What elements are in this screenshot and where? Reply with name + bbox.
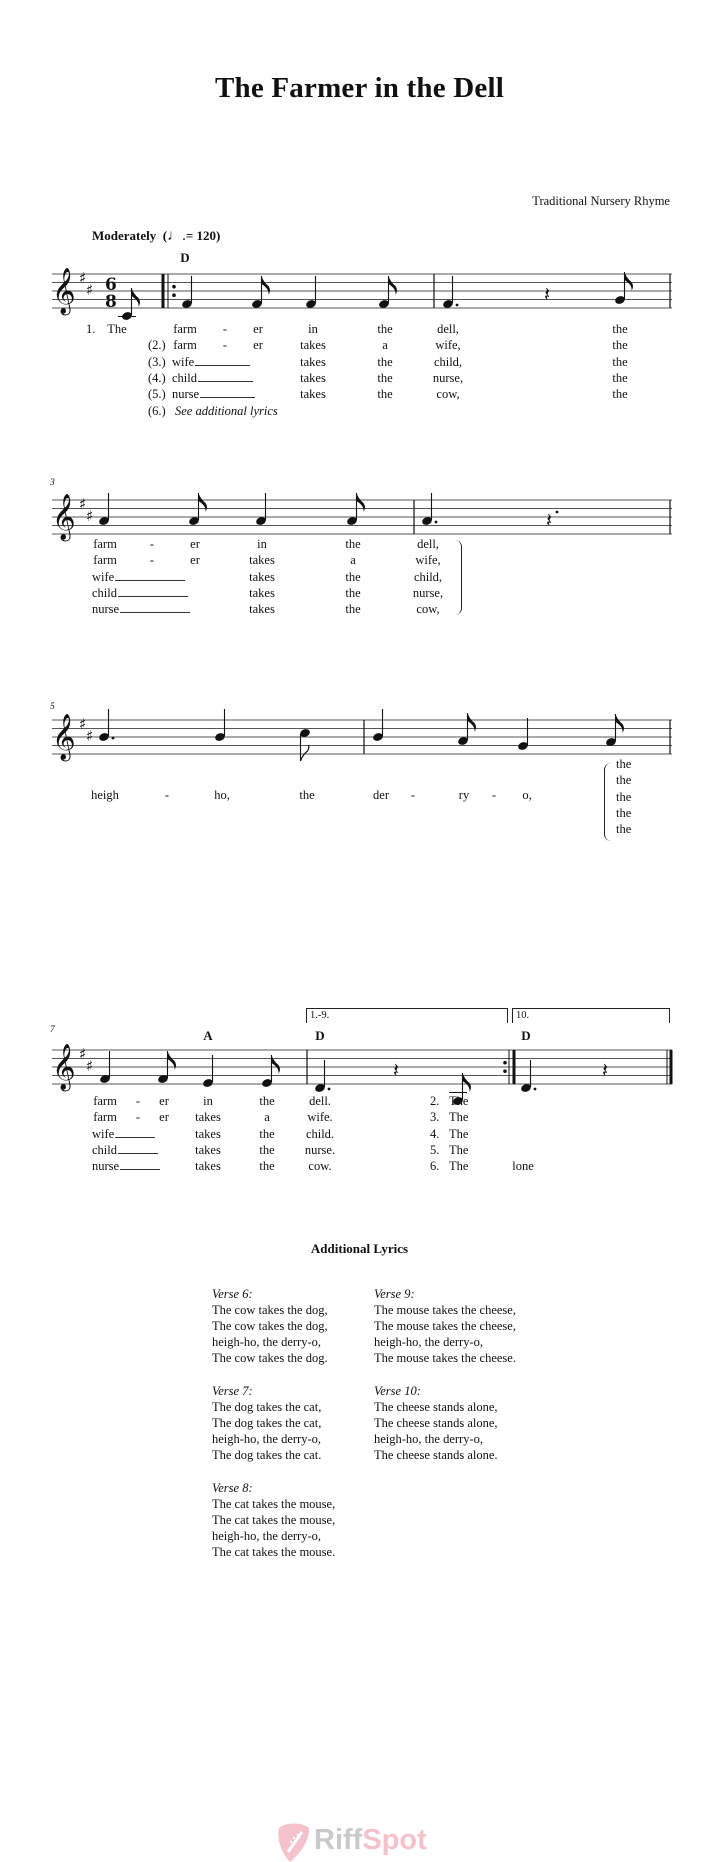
quarter-rest-icon: 𝄽	[544, 282, 551, 306]
verse-number: (2.)	[148, 338, 166, 353]
chord-symbol: D	[521, 1028, 531, 1043]
lyric-syllable: The	[107, 322, 127, 336]
chord-symbol: A	[203, 1028, 213, 1043]
lyric-brace-left	[604, 763, 611, 841]
lyric-syllable: the	[616, 822, 632, 837]
song-title: The Farmer in the Dell	[215, 72, 504, 104]
verse-number: 1.	[86, 322, 96, 336]
lyric-syllable: takes	[300, 387, 326, 402]
verse-line: The dog takes the cat,	[212, 1416, 322, 1430]
treble-clef-icon: 𝄞	[52, 268, 76, 314]
lyric-syllable: takes	[195, 1110, 221, 1125]
verse-heading: Verse 6:	[212, 1287, 253, 1301]
staff-system-3	[0, 706, 719, 766]
quarter-rest-icon: 𝄽	[546, 508, 553, 532]
lyric-syllable: in	[308, 322, 318, 336]
lyric-syllable: er	[253, 322, 263, 336]
verse-number: (4.)	[148, 370, 166, 385]
note	[605, 714, 624, 747]
lyric-syllable: the	[259, 1159, 275, 1174]
verse-line: The dog takes the cat,	[212, 1400, 322, 1414]
volta-bracket	[306, 1008, 508, 1023]
lyric-syllable: ho,	[214, 788, 230, 802]
verse-line: The dog takes the cat.	[212, 1448, 322, 1462]
lyric-syllable: child	[92, 1143, 158, 1158]
measure-number: 5	[50, 702, 55, 712]
lyric-syllable: The	[449, 1110, 469, 1125]
sharp-icon: ♯	[79, 495, 87, 513]
additional-lyrics-title: Additional Lyrics	[310, 1241, 409, 1256]
lyric-syllable: the	[616, 789, 632, 804]
verse-line: The cheese stands alone,	[374, 1400, 498, 1414]
lyric-syllable: nurse,	[432, 370, 464, 385]
note	[188, 493, 207, 526]
lyric-syllable: farm	[173, 322, 197, 336]
lyric-extender	[120, 1168, 160, 1170]
note	[614, 272, 633, 305]
lyric-syllable: nurse	[172, 387, 255, 402]
sharp-icon: ♯	[86, 281, 94, 299]
lyric-syllable: ry	[458, 788, 470, 802]
verse-heading: Verse 8:	[212, 1481, 253, 1495]
lyric-hyphen: -	[149, 553, 155, 568]
quarter-rest-icon: 𝄽	[602, 1058, 609, 1082]
lyric-syllable: takes	[300, 338, 326, 353]
lyric-syllable: nurse.	[304, 1142, 336, 1157]
lyric-syllable: the	[259, 1126, 275, 1141]
lyric-syllable: er	[253, 338, 263, 353]
lyric-syllable: takes	[195, 1142, 221, 1157]
lyric-hyphen: -	[410, 788, 416, 802]
lyric-syllable: in	[257, 537, 267, 551]
note	[118, 288, 140, 321]
lyric-syllable: takes	[249, 569, 275, 584]
verse-number: (6.)	[148, 403, 166, 418]
lyric-syllable: o,	[522, 788, 532, 802]
lyric-syllable: takes	[300, 370, 326, 385]
logo-riff: Riff	[314, 1824, 363, 1856]
lyric-syllable: The	[449, 1094, 469, 1108]
lyric-syllable: farm	[93, 553, 117, 568]
note	[202, 1055, 214, 1088]
lyric-syllable: child,	[433, 354, 463, 369]
note	[346, 493, 365, 526]
lyric-syllable: The	[449, 1142, 469, 1157]
sharp-icon: ♯	[86, 507, 94, 525]
lyric-syllable: the	[259, 1094, 275, 1108]
verse-number: 5.	[430, 1142, 440, 1157]
lyric-syllable: farm	[173, 338, 197, 353]
lyric-syllable: the	[616, 805, 632, 820]
lyric-syllable: the	[612, 354, 628, 369]
tempo-open-paren: (	[162, 228, 168, 243]
lyric-hyphen: -	[135, 1094, 141, 1108]
measure-number: 3	[50, 478, 55, 488]
lyric-syllable: cow.	[308, 1159, 332, 1174]
lyric-syllable: in	[203, 1094, 213, 1108]
lyric-syllable: the	[612, 322, 628, 336]
note	[98, 709, 114, 742]
verse-number: (3.)	[148, 354, 166, 369]
lyric-syllable: wife.	[307, 1110, 333, 1125]
verse-line: The cow takes the dog.	[212, 1351, 328, 1365]
lyric-syllable: dell.	[309, 1094, 331, 1108]
treble-clef-icon: 𝄞	[52, 714, 76, 760]
verse-line: heigh-ho, the derry-o,	[374, 1432, 483, 1446]
lyric-hyphen: -	[149, 537, 155, 551]
lyric-note: See additional lyrics	[175, 403, 278, 418]
lyric-extender	[118, 1152, 158, 1154]
lyric-syllable: cow,	[416, 602, 440, 617]
lyric-syllable: dell,	[417, 537, 439, 551]
sharp-icon: ♯	[79, 1045, 87, 1063]
tempo-value: = 120)	[185, 228, 221, 243]
verse-block	[212, 1480, 335, 1560]
verse-line: The cow takes the dog,	[212, 1319, 328, 1333]
note	[378, 276, 397, 309]
time-signature-top: 6	[105, 275, 117, 295]
lyric-brace-right	[455, 540, 462, 615]
lyric-syllable: er	[190, 553, 200, 568]
lyric-syllable: farm	[93, 1110, 117, 1125]
note	[251, 276, 270, 309]
lyric-syllable: child,	[413, 569, 443, 584]
note	[98, 493, 110, 526]
note	[181, 276, 193, 309]
lyric-syllable: the	[377, 370, 393, 385]
verse-block	[374, 1286, 516, 1366]
lyric-hyphen: -	[491, 788, 497, 802]
time-signature-bottom: 8	[105, 292, 117, 312]
sharp-icon: ♯	[86, 727, 94, 745]
lyric-hyphen: -	[222, 338, 228, 353]
lyric-syllable: a	[350, 553, 356, 568]
lyric-syllable: takes	[249, 602, 275, 617]
lyric-extender	[200, 396, 255, 398]
note	[421, 493, 437, 526]
lyric-syllable: a	[264, 1110, 270, 1125]
verse-line: The mouse takes the cheese.	[374, 1351, 516, 1365]
note	[442, 276, 458, 309]
treble-clef-icon: 𝄞	[52, 494, 76, 540]
verse-heading: Verse 10:	[374, 1384, 421, 1398]
note	[261, 1055, 280, 1088]
lyric-syllable: the	[259, 1142, 275, 1157]
lyric-extender	[115, 579, 185, 581]
lyric-syllable: The	[449, 1159, 469, 1174]
lyric-syllable: the	[345, 585, 361, 600]
chord-symbol: D	[180, 250, 190, 265]
verse-line: heigh-ho, the derry-o,	[374, 1335, 483, 1349]
verse-heading: Verse 7:	[212, 1384, 253, 1398]
lyric-hyphen: -	[222, 322, 228, 336]
lyric-extender	[195, 364, 250, 366]
lyric-syllable: er	[159, 1110, 169, 1125]
logo-spot: Spot	[362, 1824, 427, 1856]
lyric-syllable: takes	[195, 1159, 221, 1174]
verse-number: 4.	[430, 1126, 440, 1141]
lyric-syllable: child	[172, 371, 253, 386]
lyric-syllable: takes	[249, 585, 275, 600]
lyric-extender	[198, 380, 253, 382]
lyric-syllable: the	[345, 602, 361, 617]
verse-number: 6.	[430, 1159, 440, 1174]
lyric-syllable: child.	[305, 1126, 335, 1141]
lyric-syllable: wife	[172, 355, 250, 370]
verse-block	[212, 1286, 328, 1366]
lyric-syllable: nurse,	[412, 585, 444, 600]
lyric-syllable: the	[377, 322, 393, 336]
verse-line: The cat takes the mouse,	[212, 1513, 336, 1527]
lyric-syllable: wife	[92, 570, 185, 585]
measure-number: 7	[50, 1025, 55, 1035]
verse-number: 2.	[430, 1094, 440, 1108]
note	[314, 1060, 330, 1093]
lyric-syllable: cow,	[436, 387, 460, 402]
sharp-icon: ♯	[79, 715, 87, 733]
sharp-icon: ♯	[79, 269, 87, 287]
quarter-rest-icon: 𝄽	[393, 1058, 400, 1082]
note	[214, 709, 226, 742]
lyric-syllable: er	[190, 537, 200, 551]
note	[305, 276, 317, 309]
lyric-syllable: heigh	[91, 788, 119, 802]
lyric-syllable: the	[377, 354, 393, 369]
lyric-syllable: dell,	[437, 322, 459, 336]
lyric-syllable: nurse	[92, 1159, 160, 1174]
sharp-icon: ♯	[86, 1057, 94, 1075]
note	[457, 713, 476, 746]
verse-line: The cat takes the mouse.	[212, 1545, 336, 1559]
note	[299, 728, 311, 761]
tempo-text: Moderately	[92, 228, 157, 243]
chord-symbol: D	[315, 1028, 325, 1043]
lyric-syllable: the	[377, 387, 393, 402]
lyric-hyphen: -	[135, 1110, 141, 1125]
dotted-quarter-note-icon: ♩.	[167, 228, 186, 244]
lyric-syllable: takes	[249, 553, 275, 568]
volta-bracket	[512, 1008, 670, 1023]
verse-heading: Verse 9:	[374, 1287, 415, 1301]
verse-line: heigh-ho, the derry-o,	[212, 1529, 321, 1543]
lyric-extender	[118, 595, 188, 597]
staff-system-1	[0, 260, 719, 320]
lyric-syllable: nurse	[92, 602, 190, 617]
lyric-syllable: er	[159, 1094, 169, 1108]
verse-line: The mouse takes the cheese,	[374, 1303, 516, 1317]
verse-block	[374, 1383, 498, 1463]
treble-clef-icon: 𝄞	[52, 1044, 76, 1090]
lyric-syllable: der	[373, 788, 389, 802]
verse-line: The cheese stands alone.	[374, 1448, 498, 1462]
verse-line: The mouse takes the cheese,	[374, 1319, 516, 1333]
tempo-marking	[92, 228, 220, 245]
verse-number: (5.)	[148, 387, 166, 402]
lyric-syllable: wife,	[435, 338, 461, 353]
lyric-syllable: the	[612, 387, 628, 402]
lyric-syllable: takes	[195, 1126, 221, 1141]
lyric-syllable: the	[616, 757, 632, 771]
lyric-syllable: the	[345, 537, 361, 551]
lyric-syllable: a	[382, 338, 388, 353]
lyric-hyphen: -	[164, 788, 170, 802]
verse-block	[212, 1383, 321, 1463]
guitar-pick-icon	[276, 1822, 310, 1862]
riffspot-logo	[276, 1820, 456, 1860]
lyric-syllable: wife,	[415, 553, 441, 568]
composer-credit: Traditional Nursery Rhyme	[532, 194, 670, 208]
lyric-extender	[120, 611, 190, 613]
verse-line: The cow takes the dog,	[212, 1303, 328, 1317]
verse-number: 3.	[430, 1110, 440, 1125]
lyric-syllable: the	[299, 788, 315, 802]
note	[157, 1051, 176, 1084]
verse-line: heigh-ho, the derry-o,	[212, 1335, 321, 1349]
lyric-syllable: lone	[512, 1159, 534, 1174]
lyric-extender	[115, 1136, 155, 1138]
lyric-syllable: The	[449, 1126, 469, 1141]
volta-label: 10.	[516, 1010, 530, 1021]
note	[255, 493, 267, 526]
lyric-syllable: child	[92, 586, 188, 601]
lyric-syllable: the	[612, 370, 628, 385]
lyric-syllable: takes	[300, 354, 326, 369]
note	[372, 709, 384, 742]
note	[517, 718, 529, 751]
volta-label: 1.-9.	[310, 1010, 330, 1021]
note	[520, 1060, 536, 1093]
lyric-syllable: the	[345, 569, 361, 584]
verse-line: The cheese stands alone,	[374, 1416, 498, 1430]
lyric-syllable: the	[612, 338, 628, 353]
lyric-syllable: farm	[93, 537, 117, 551]
lyric-syllable: the	[616, 773, 632, 788]
verse-line: heigh-ho, the derry-o,	[212, 1432, 321, 1446]
lyric-syllable: wife	[92, 1127, 155, 1142]
verse-line: The cat takes the mouse,	[212, 1497, 336, 1511]
note	[99, 1051, 111, 1084]
lyric-syllable: farm	[93, 1094, 117, 1108]
